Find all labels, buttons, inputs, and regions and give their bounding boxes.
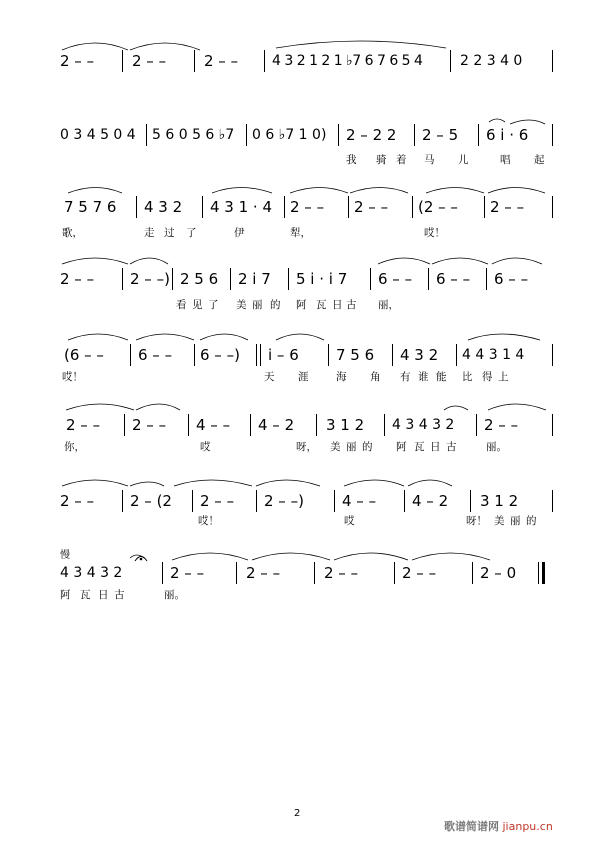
barline bbox=[384, 414, 385, 436]
lyric: 瓦 bbox=[80, 589, 91, 601]
measure-3: 4 3 1 · 4 bbox=[210, 198, 273, 216]
measure-5: 2 – 5 bbox=[422, 126, 459, 144]
barline bbox=[472, 562, 473, 584]
tempo-marking: 慢 bbox=[60, 550, 70, 561]
measure-2: 2 – – bbox=[132, 52, 167, 70]
lyric: 呀！ bbox=[466, 515, 487, 527]
barline bbox=[538, 562, 539, 584]
barline bbox=[394, 562, 395, 584]
lyric: 哎 bbox=[200, 441, 211, 453]
measure-2: 5 6 0 5 6 ♭7 bbox=[152, 127, 235, 143]
barline bbox=[552, 124, 553, 146]
lyric: 古 bbox=[114, 589, 125, 601]
final-barline bbox=[542, 562, 545, 584]
barline bbox=[450, 50, 451, 72]
lyric: 得 bbox=[482, 371, 493, 383]
barline bbox=[484, 196, 485, 218]
lyric: 上 bbox=[498, 371, 509, 383]
lyric: 哎 bbox=[344, 515, 355, 527]
measure-7: 2 – – bbox=[490, 198, 525, 216]
lyric: 阿 bbox=[296, 299, 307, 311]
lyric: 哎！ bbox=[198, 515, 219, 527]
measure-5: 2 – – bbox=[402, 564, 437, 582]
barline bbox=[264, 50, 265, 72]
lyric: 古 bbox=[446, 441, 457, 453]
barline bbox=[284, 196, 285, 218]
lyric: 瓦 bbox=[414, 441, 425, 453]
measure-6: 4 – 2 bbox=[412, 492, 449, 510]
barline bbox=[194, 50, 195, 72]
lyric: 能 bbox=[436, 371, 447, 383]
measure-4: 2 – – bbox=[324, 564, 359, 582]
measure-6: (2 – – bbox=[418, 198, 458, 216]
barline bbox=[552, 50, 553, 72]
lyric: 比 bbox=[462, 371, 473, 383]
lyric: 着 bbox=[396, 154, 407, 166]
barline bbox=[124, 414, 125, 436]
lyric: 丽。 bbox=[486, 441, 507, 453]
lyric: 儿 bbox=[458, 154, 469, 166]
measure-1: 2 – – bbox=[60, 270, 95, 288]
measure-4: 4 – 2 bbox=[258, 416, 295, 434]
barline bbox=[334, 490, 335, 512]
lyric: 走 bbox=[144, 227, 155, 239]
barline bbox=[146, 124, 147, 146]
measure-3: 2 – – bbox=[200, 492, 235, 510]
lyric: 的 bbox=[270, 299, 281, 311]
barline bbox=[162, 562, 163, 584]
measure-3: 2 – – bbox=[246, 564, 281, 582]
lyric: 的 bbox=[362, 441, 373, 453]
lyric: 涯 bbox=[298, 371, 309, 383]
measure-2: 2 – –) bbox=[130, 270, 170, 288]
lyric: 丽， bbox=[378, 299, 399, 311]
measure-7: 4 4 3 1 4 bbox=[462, 347, 525, 363]
measure-5: 2 – – bbox=[354, 198, 389, 216]
measure-4: 2 – – bbox=[290, 198, 325, 216]
measure-1: (6 – – bbox=[64, 346, 104, 364]
measure-1: 4 3 4 3 2 bbox=[60, 565, 123, 581]
barline bbox=[256, 490, 257, 512]
barline bbox=[456, 344, 457, 366]
barline bbox=[236, 562, 237, 584]
measure-7: 6 – – bbox=[436, 270, 471, 288]
measure-1: 7 5 7 6 bbox=[64, 198, 117, 216]
lyric: 美 bbox=[330, 441, 341, 453]
lyric: 你， bbox=[64, 441, 85, 453]
barline bbox=[404, 490, 405, 512]
measure-4: 4 3 2 1 2 1 ♭7 6 7 6 5 4 bbox=[272, 53, 423, 69]
barline bbox=[192, 490, 193, 512]
measure-3: 6 – –) bbox=[200, 346, 240, 364]
measure-1: 0 3 4 5 0 4 bbox=[60, 127, 136, 143]
measure-6: 4 3 4 3 2 bbox=[392, 417, 455, 433]
barline bbox=[288, 268, 289, 290]
barline bbox=[486, 268, 487, 290]
lyric: 天 bbox=[264, 371, 275, 383]
barline bbox=[136, 196, 137, 218]
lyric: 看 bbox=[176, 299, 187, 311]
measure-1: 2 – – bbox=[60, 52, 95, 70]
measure-4: 2 i 7 bbox=[238, 270, 271, 288]
lyric: 美 bbox=[494, 515, 505, 527]
barline bbox=[338, 124, 339, 146]
measure-2: 2 – – bbox=[132, 416, 167, 434]
barline bbox=[552, 344, 553, 366]
barline bbox=[428, 268, 429, 290]
measure-3: 4 – – bbox=[196, 416, 231, 434]
lyric: 阿 bbox=[60, 589, 71, 601]
barline bbox=[552, 196, 553, 218]
barline bbox=[316, 414, 317, 436]
measure-7: 3 1 2 bbox=[480, 492, 519, 510]
lyric: 的 bbox=[526, 515, 537, 527]
measure-2: 6 – – bbox=[138, 346, 173, 364]
barline bbox=[370, 268, 371, 290]
barline bbox=[392, 344, 393, 366]
lyric: 骑 bbox=[376, 154, 387, 166]
barline bbox=[328, 344, 329, 366]
measure-5: 2 2 3 4 0 bbox=[460, 53, 523, 69]
barline bbox=[348, 196, 349, 218]
measure-5: 3 1 2 bbox=[326, 416, 365, 434]
watermark-url: jianpu.cn bbox=[502, 820, 553, 833]
barline bbox=[130, 344, 131, 366]
barline bbox=[250, 414, 251, 436]
barline bbox=[412, 196, 413, 218]
page-number: 2 bbox=[294, 808, 301, 819]
lyric: 丽 bbox=[346, 441, 357, 453]
measure-3: 2 – – bbox=[204, 52, 239, 70]
measure-6: 2 – 0 bbox=[480, 564, 517, 582]
lyric: 过 bbox=[164, 227, 175, 239]
lyric: 角 bbox=[370, 371, 381, 383]
fermata-icon bbox=[134, 552, 148, 562]
lyric: 丽 bbox=[252, 299, 263, 311]
lyric: 海 bbox=[336, 371, 347, 383]
measure-5: 4 – – bbox=[342, 492, 377, 510]
lyric: 瓦 bbox=[316, 299, 327, 311]
lyric: 起 bbox=[534, 154, 545, 166]
lyric: 犁， bbox=[290, 227, 311, 239]
measure-5: 5 i · i 7 bbox=[296, 270, 348, 288]
measure-7: 2 – – bbox=[484, 416, 519, 434]
lyric: 歌， bbox=[62, 227, 83, 239]
barline bbox=[478, 124, 479, 146]
measure-6: 4 3 2 bbox=[400, 346, 439, 364]
barline bbox=[246, 124, 247, 146]
lyric: 哎！ bbox=[424, 227, 445, 239]
measure-4: 2 – 2 2 bbox=[346, 126, 397, 144]
barline bbox=[414, 124, 415, 146]
barline bbox=[122, 490, 123, 512]
barline bbox=[230, 268, 231, 290]
lyric: 唱 bbox=[500, 154, 511, 166]
barline bbox=[552, 490, 553, 512]
measure-6: 6 i · 6 bbox=[486, 126, 529, 144]
measure-6: 6 – – bbox=[378, 270, 413, 288]
barline bbox=[314, 562, 315, 584]
measure-3: 0 6 ♭7 1 0) bbox=[252, 127, 327, 143]
measure-4: 2 – –) bbox=[264, 492, 304, 510]
measure-2: 2 – – bbox=[170, 564, 205, 582]
measure-4: i – 6 bbox=[268, 346, 299, 364]
lyric: 了 bbox=[186, 227, 197, 239]
lyric: 谁 bbox=[418, 371, 429, 383]
lyric: 丽 bbox=[510, 515, 521, 527]
barline bbox=[552, 414, 553, 436]
lyric: 哎！ bbox=[62, 371, 83, 383]
lyric: 阿 bbox=[396, 441, 407, 453]
measure-1: 2 – – bbox=[60, 492, 95, 510]
lyric: 有 bbox=[400, 371, 411, 383]
measure-2: 4 3 2 bbox=[144, 198, 183, 216]
measure-5: 7 5 6 bbox=[336, 346, 375, 364]
lyric: 日 bbox=[332, 299, 343, 311]
barline bbox=[202, 196, 203, 218]
watermark bbox=[444, 818, 553, 834]
lyric: 了 bbox=[208, 299, 219, 311]
lyric: 美 bbox=[236, 299, 247, 311]
lyric: 丽。 bbox=[164, 589, 185, 601]
barline bbox=[194, 344, 195, 366]
lyric: 呀， bbox=[296, 441, 317, 453]
barline bbox=[172, 268, 173, 290]
lyric: 日 bbox=[98, 589, 109, 601]
measure-2: 2 – (2 bbox=[130, 492, 172, 510]
barline bbox=[260, 344, 261, 366]
barline bbox=[470, 490, 471, 512]
lyric: 我 bbox=[346, 154, 357, 166]
lyric: 马 bbox=[424, 154, 435, 166]
barline bbox=[188, 414, 189, 436]
barline bbox=[256, 344, 257, 366]
measure-1: 2 – – bbox=[66, 416, 101, 434]
lyric: 伊 bbox=[234, 227, 245, 239]
barline bbox=[122, 268, 123, 290]
lyric: 见 bbox=[192, 299, 203, 311]
lyric: 古 bbox=[346, 299, 357, 311]
barline bbox=[476, 414, 477, 436]
barline bbox=[122, 50, 123, 72]
measure-3: 2 5 6 bbox=[180, 270, 219, 288]
watermark-cn: 歌谱简谱网 bbox=[444, 820, 499, 833]
lyric: 日 bbox=[430, 441, 441, 453]
measure-8: 6 – – bbox=[494, 270, 529, 288]
